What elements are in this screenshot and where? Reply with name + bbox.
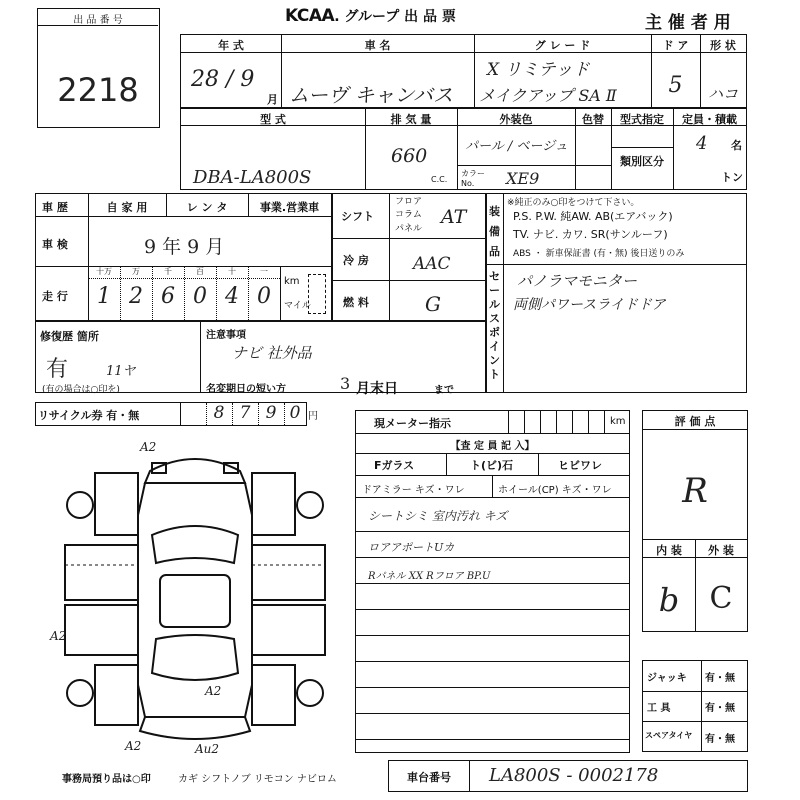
mileage-digit: 6 (161, 284, 175, 309)
type-designation-label: 型式指定 (620, 113, 664, 126)
month-unit: 月 (267, 93, 278, 106)
sales-point-label: セールスポイント (489, 270, 500, 381)
inspector-note-2: ロアアポートUカ (368, 541, 455, 554)
fuel-value: G (425, 292, 441, 316)
wheel-front-right (297, 492, 323, 518)
right-front-door (252, 545, 325, 600)
ac-label: 冷 房 (343, 254, 369, 267)
history-block (35, 193, 332, 321)
year-value: 28 / 9 (191, 67, 255, 92)
inspector-block (355, 410, 630, 753)
model-label: 型 式 (260, 113, 286, 126)
shift-label: シフト (341, 210, 374, 223)
mileage-unit-10k: 万 (132, 267, 140, 276)
mileage-grid (88, 266, 280, 320)
mileage-digit: 0 (193, 284, 207, 309)
doors-value: 5 (668, 73, 683, 98)
wheel-label: ホイール(CP) キズ・ワレ (498, 485, 612, 496)
front-glass-label: Fガラス (374, 459, 415, 472)
spec-row (180, 108, 747, 190)
toolkit-label: 工 具 (647, 703, 671, 714)
jack-value: 有・無 (705, 673, 735, 684)
grade-value-2: メイクアップ SA Ⅱ (479, 86, 617, 105)
car-name-value: ムーヴ キャンバス (289, 83, 453, 107)
damage-mark: A2 (205, 684, 222, 698)
recycle-digit: 7 (239, 403, 251, 423)
repair-hint: (有の場合は○印を) (42, 385, 120, 395)
capacity-value: 4 (696, 133, 708, 154)
rear-bumper (140, 717, 250, 739)
inspector-entry-label: 【査 定 員 記 入】 (450, 441, 535, 452)
left-rear-fender (95, 665, 138, 725)
wheel-rear-right (297, 680, 323, 706)
chassis-number-value: LA800S - 0002178 (489, 765, 659, 786)
grade-value-1: X リミテッド (487, 60, 590, 80)
recycle-digit: 0 (289, 403, 301, 423)
inspection-label: 車 検 (42, 238, 68, 251)
mileage-digit: 1 (97, 284, 111, 309)
shift-option-panel: パネル (395, 224, 423, 234)
left-front-door (65, 545, 138, 600)
year-label: 年 式 (218, 39, 244, 52)
mileage-unit-100: 百 (196, 267, 204, 276)
car-body (138, 483, 252, 717)
model-value: DBA-LA800S (193, 167, 312, 188)
repaint-label: 色替 (582, 113, 604, 126)
lot-number-value: 2218 (57, 71, 139, 109)
repair-block (35, 321, 486, 397)
right-rear-fender (252, 665, 295, 725)
capacity-label: 定員・積載 (682, 113, 737, 126)
color-number-label: カラー No. (461, 169, 485, 188)
car-name-label: 車 名 (364, 39, 391, 52)
damage-mark: Au2 (195, 742, 220, 756)
classification-label: 類別区分 (620, 155, 664, 168)
caution-label: 注意事項 (206, 330, 246, 341)
shift-option-column: コラム (395, 210, 422, 220)
recycle-label: リサイクル券 有・無 (38, 409, 140, 422)
shift-value: AT (441, 206, 467, 228)
ton-unit: トン (721, 171, 743, 184)
recycle-digit: 8 (213, 403, 225, 423)
wheel-front-left (67, 492, 93, 518)
name-change-deadline-value: 3 (340, 374, 351, 393)
shift-block (332, 193, 486, 321)
score-label: 評 価 点 (674, 415, 716, 428)
spare-tire-label: スペアタイヤ (645, 731, 693, 740)
doors-label: ド ア (662, 39, 689, 52)
mileage-unit-1: 一 (260, 267, 268, 276)
car-damage-diagram (40, 435, 350, 760)
windshield (152, 526, 238, 563)
equipment-line-3: ABS ・ 新車保証書 (有・無) 後日送りのみ (513, 249, 685, 259)
form-title-text: . グループ 出 品 票 (334, 9, 456, 25)
mileage-unit-10: 十 (228, 267, 236, 276)
exterior-score: C (709, 581, 733, 616)
office-items-list: カギ シフトノブ リモコン ナビロム (178, 774, 337, 785)
equipment-line-2: TV. ナビ. カワ. SR(サンルーフ) (513, 228, 668, 241)
history-label: 車 歴 (42, 201, 68, 214)
inspector-note-1: シートシミ 室内汚れ キズ (368, 509, 508, 523)
grade-label: グ レ ー ド (534, 39, 591, 52)
equipment-block (486, 193, 747, 393)
vehicle-info-row (180, 34, 747, 108)
recycle-block (35, 402, 318, 426)
score-value: R (682, 471, 708, 511)
displacement-value: 660 (391, 145, 428, 167)
repair-history-label: 修復歴 箇所 (40, 330, 99, 343)
left-rear-door (65, 605, 138, 655)
equipment-label: 装 備 品 (489, 205, 500, 258)
equipment-line-1: P.S. P.W. 純AW. AB(エアバック) (513, 210, 673, 223)
mileage-unit-1k: 千 (164, 267, 172, 276)
tools-block (642, 660, 748, 752)
rear-window (152, 635, 238, 680)
fuel-label: 燃 料 (343, 296, 369, 309)
damage-mark: A2 (125, 739, 142, 753)
mileage-digit: 0 (257, 284, 271, 309)
brand-logo: KCAA (285, 6, 335, 26)
recycle-digit: 9 (265, 403, 277, 423)
lot-number-box (37, 8, 160, 128)
lot-number-label: 出 品 番 号 (73, 15, 123, 26)
repair-history-value: 有 (46, 357, 69, 382)
history-option-private: 自 家 用 (106, 201, 148, 214)
chip-label: ト(ビ)石 (470, 459, 514, 472)
mileage-digit: 4 (225, 284, 239, 309)
equipment-note: ※純正のみ○印をつけて下さい。 (507, 198, 640, 208)
door-mirror-label: ドアミラー キズ・ワレ (362, 485, 465, 496)
meter-unit: km (610, 416, 626, 427)
ac-value: AAC (413, 254, 451, 274)
score-block (642, 410, 748, 632)
chassis-number-block (388, 760, 748, 792)
left-front-fender (95, 473, 138, 535)
right-rear-door (252, 605, 325, 655)
history-option-rental: レ ン タ (186, 201, 228, 214)
cc-unit: C.C. (431, 175, 448, 184)
wheel-rear-left (67, 680, 93, 706)
interior-score: b (658, 581, 680, 619)
km-mile-checkbox (308, 274, 326, 314)
repair-location-value: 11ヤ (106, 364, 136, 379)
crack-label: ヒビワレ (558, 459, 602, 472)
mileage-unit-100k: 十万 (96, 267, 112, 276)
damage-mark: A2 (140, 440, 157, 454)
mile-label: マイル (284, 301, 311, 311)
deadline-suffix: まで (434, 385, 454, 396)
color-value: パール / ベージュ (465, 139, 568, 154)
jack-label: ジャッキ (647, 673, 687, 684)
chassis-number-label: 車台番号 (407, 771, 451, 784)
name-change-deadline-label: 名変期日の短い方 (206, 384, 286, 395)
exterior-label: 外 装 (708, 544, 734, 557)
meter-reading-label: 現メーター指示 (374, 417, 451, 430)
deadline-month-end: 月末日 (356, 381, 398, 397)
damage-mark: A2 (50, 629, 67, 643)
right-front-fender (252, 473, 295, 535)
toolkit-value: 有・無 (705, 703, 735, 714)
displacement-label: 排 気 量 (390, 113, 432, 126)
history-option-business: 事業.営業車 (259, 201, 320, 214)
shape-label: 形 状 (710, 39, 736, 52)
spare-tire-value: 有・無 (705, 734, 735, 745)
color-label: 外装色 (499, 113, 533, 126)
mileage-label: 走 行 (42, 290, 68, 303)
sales-point-line-1: パノラマモニター (517, 272, 638, 290)
sales-point-line-2: 両側パワースライドドア (513, 297, 666, 313)
interior-label: 内 装 (656, 544, 682, 557)
shift-option-floor: フロア (395, 197, 423, 207)
capacity-unit: 名 (731, 139, 742, 152)
form-title (285, 6, 456, 26)
inspector-note-3: Rパネル XX Rフロア BP.U (368, 571, 491, 582)
color-number-value: XE9 (506, 169, 540, 188)
organizer-copy-label: 主 催 者 用 (645, 13, 731, 33)
office-items-note: 事務局預り品は○印 (62, 774, 151, 785)
km-label: km (284, 276, 300, 287)
caution-value: ナビ 社外品 (232, 344, 312, 362)
mileage-digit: 2 (129, 284, 143, 309)
recycle-unit: 円 (308, 411, 318, 422)
shape-value: ハコ (707, 85, 738, 103)
roof (160, 575, 230, 627)
inspection-value: 9 年 9 月 (144, 236, 225, 258)
